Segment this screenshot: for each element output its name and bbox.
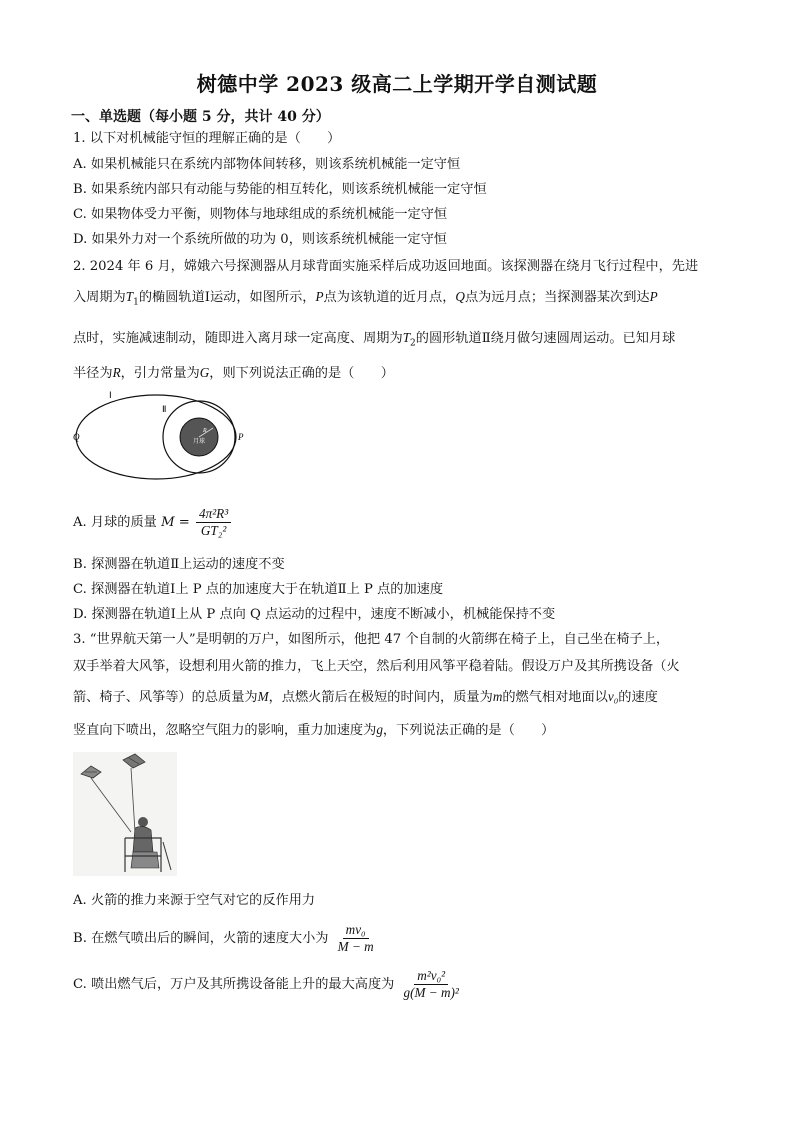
q2-text: 的圆形轨道Ⅱ绕月做匀速圆周运动。已知月球 [415, 331, 676, 346]
q1-stem: 1. 以下对机械能守恒的理解正确的是（ ） [73, 131, 341, 146]
fraction-numerator: m²v₀² [414, 968, 448, 985]
q3-line-4 [73, 721, 554, 740]
label-point-Q: Q [73, 432, 80, 442]
q2-option-a [73, 506, 233, 539]
var-R: R [112, 365, 121, 380]
page-title: 树德中学 2023 级高二上学期开学自测试题 [196, 72, 598, 96]
q3-text: ，点燃火箭后在极短的时间内，质量为 [268, 690, 493, 705]
q2-text: 点时，实施减速制动，随即进入离月球一定高度、周期为 [73, 331, 403, 346]
q2-text: 入周期为 [73, 290, 126, 305]
q2-option-b: B. 探测器在轨道Ⅱ上运动的速度不变 [73, 557, 285, 572]
q2-line-2 [73, 288, 658, 312]
q2-line-4 [73, 364, 394, 383]
label-point-P: P [238, 432, 244, 442]
fraction-numerator: 4π²R³ [196, 506, 231, 523]
sub-1: 1 [133, 297, 139, 308]
q3-text: 的速度 [618, 690, 658, 705]
var-m: m [492, 689, 503, 704]
fraction-denominator: g(M − m)² [403, 985, 459, 1000]
q2-text: ，则下列说法正确的是（ ） [209, 366, 394, 381]
q1-option-b: B. 如果系统内部只有动能与势能的相互转化，则该系统机械能一定守恒 [73, 182, 487, 197]
label-moon: 月球 [193, 438, 206, 445]
q3-text: 箭、椅子、风筝等）的总质量为 [73, 690, 258, 705]
q1-option-d: D. 如果外力对一个系统所做的功为 0，则该系统机械能一定守恒 [73, 232, 447, 247]
wanhu-illustration [73, 752, 177, 876]
var-g: g [376, 722, 383, 737]
q3-option-a: A. 火箭的推力来源于空气对它的反作用力 [73, 893, 316, 908]
q3-line-3 [73, 688, 658, 707]
var-T: T [402, 330, 411, 345]
q2-text: 点为该轨道的近月点， [323, 290, 456, 305]
q3-option-c [73, 968, 464, 1001]
var-G: G [199, 365, 210, 380]
sub-2: 2 [410, 338, 416, 349]
orbit-diagram [73, 390, 253, 482]
q2-a-fraction [196, 506, 231, 539]
q3-c-text: C. 喷出燃气后，万户及其所携设备能上升的最大高度为 [73, 977, 395, 992]
var-T: T [125, 289, 134, 304]
q3-b-text: B. 在燃气喷出后的瞬间，火箭的速度大小为 [73, 931, 329, 946]
q3-line-2: 双手举着大风筝，设想利用火箭的推力，飞上天空，然后利用风筝平稳着陆。假设万户及其所携设备（火 [73, 659, 680, 674]
q1-option-c: C. 如果物体受力平衡，则物体与地球组成的系统机械能一定守恒 [73, 207, 448, 222]
q3-text: 的燃气相对地面以 [502, 690, 608, 705]
q3-text: 竖直向下喷出，忽略空气阻力的影响，重力加速度为 [73, 723, 377, 738]
fraction-denominator: M − m [337, 939, 374, 954]
q2-text: 的椭圆轨道Ⅰ运动，如图所示， [138, 290, 316, 305]
q3-b-fraction [335, 922, 377, 955]
q2-a-text: A. 月球的质量 [73, 515, 157, 530]
label-R: R [203, 428, 207, 434]
var-P: P [649, 289, 658, 304]
section-heading: 一、单选题（每小题 5 分，共计 40 分） [71, 109, 330, 125]
q2-option-d: D. 探测器在轨道Ⅰ上从 P 点向 Q 点运动的过程中，速度不断减小，机械能保持不变 [73, 607, 556, 622]
q2-text: 点为远月点；当探测器某次到达 [464, 290, 650, 305]
fraction-denominator: GT₂² [200, 523, 227, 538]
q3-text: ，下列说法正确的是（ ） [382, 723, 555, 738]
q2-line-3 [73, 329, 675, 353]
var-P: P [315, 289, 324, 304]
label-orbit-II: Ⅱ [162, 404, 167, 414]
q3-option-b [73, 922, 379, 955]
fraction-numerator: mv₀ [343, 922, 369, 939]
q2-text: 半径为 [73, 366, 113, 381]
q2-text: ，引力常量为 [120, 366, 200, 381]
q2-line-1: 2. 2024 年 6 月，嫦娥六号探测器从月球背面实施采样后成功返回地面。该探测器在绕月飞行过程中，先进 [73, 259, 699, 274]
q2-a-lhs: M = [161, 515, 190, 530]
q3-line-1: 3. “世界航天第一人”是明朝的万户，如图所示，他把 47 个自制的火箭绑在椅子上，自己坐在椅子上， [73, 632, 670, 647]
var-Q: Q [455, 289, 465, 304]
q1-option-a: A. 如果机械能只在系统内部物体间转移，则该系统机械能一定守恒 [73, 157, 461, 172]
var-v0: v₀ [607, 689, 619, 704]
var-M: M [257, 689, 269, 704]
q3-c-fraction [401, 968, 462, 1001]
label-orbit-I: Ⅰ [109, 390, 112, 400]
q2-option-c: C. 探测器在轨道Ⅰ上 P 点的加速度大于在轨道Ⅱ上 P 点的加速度 [73, 582, 444, 597]
